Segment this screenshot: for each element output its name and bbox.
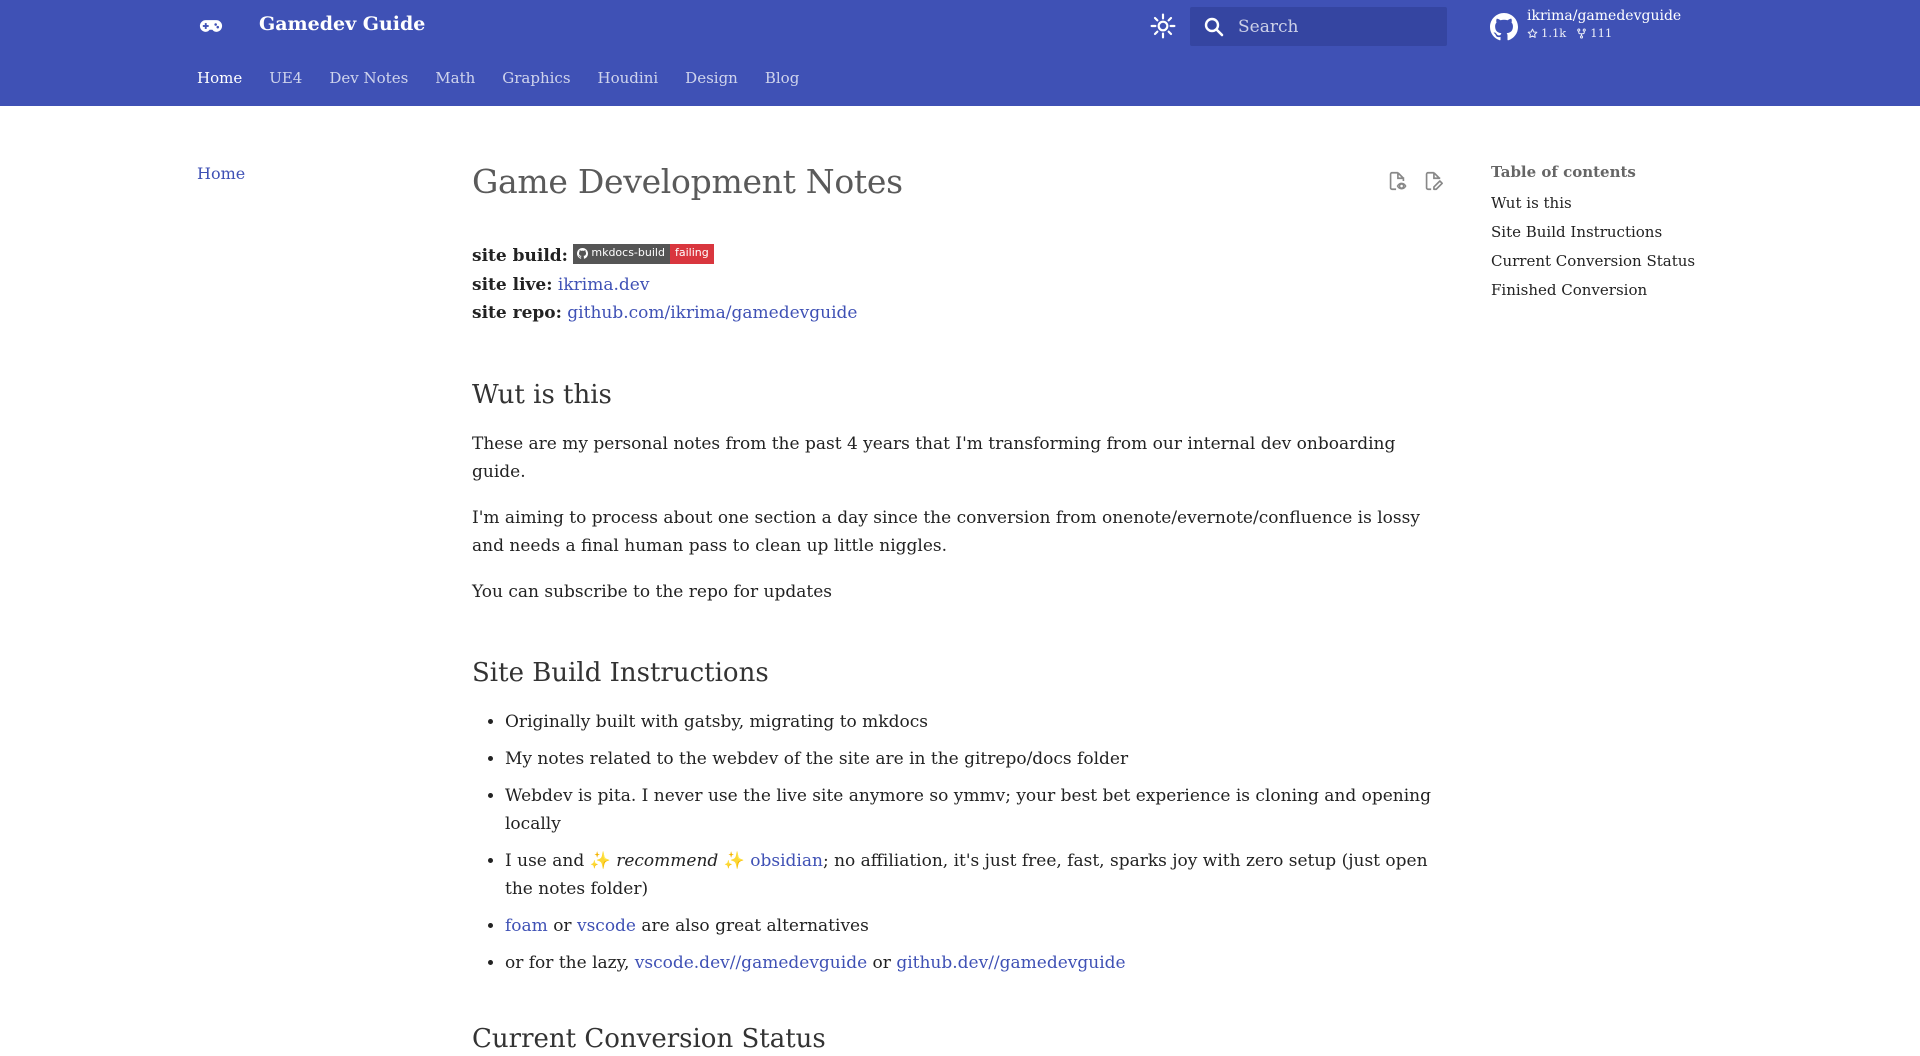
list-item: • Webdev is pita. I never use the live site anymore so ymmv; your best bet experience is cloning and opening locally [505, 782, 1447, 838]
github-icon [1490, 13, 1518, 41]
vscode-link[interactable]: vscode [576, 915, 636, 936]
tab-ue4[interactable]: UE4 [269, 69, 303, 87]
badge-left [573, 244, 670, 264]
site-live-label: site live: [472, 274, 553, 295]
badge-status-text: failing [670, 244, 714, 264]
site-live-line [472, 271, 1447, 300]
toc-item-site-build[interactable]: Site Build Instructions [1491, 223, 1663, 241]
site-repo-link[interactable]: github.com/ikrima/gamedevguide [567, 303, 858, 323]
search-input[interactable] [1238, 17, 1428, 37]
site-repo-line [472, 299, 1447, 328]
github-repo-link[interactable] [1490, 8, 1681, 41]
recommend-text: recommend [616, 850, 719, 871]
badge-left-text: mkdocs-build [591, 246, 665, 260]
wut-paragraph-3: You can subscribe to the repo for updates [472, 581, 832, 602]
list-item: • Originally built with gatsby, migrating to mkdocs [505, 708, 1447, 736]
primary-sidebar-nav [197, 164, 245, 183]
github-dev-link[interactable]: github.dev//gamedevguide [896, 952, 1126, 973]
star-icon [1527, 28, 1538, 39]
site-repo-label: site repo: [472, 303, 562, 323]
repo-forks-count: 111 [1590, 26, 1613, 40]
tab-blog[interactable]: Blog [764, 69, 800, 87]
toc-item-finished-conversion[interactable]: Finished Conversion [1491, 281, 1648, 299]
list-item: • My notes related to the webdev of the site are in the gitrepo/docs folder [505, 745, 1447, 773]
build-instructions-list [505, 708, 1447, 977]
list-item [505, 912, 1447, 940]
obsidian-mid-text: ✨ [718, 850, 751, 871]
heading-site-build: Site Build Instructions [472, 657, 769, 688]
site-meta [472, 242, 1447, 328]
obsidian-post-text: ; no affiliation, it's just free, fast, sparks joy with zero setup (just open the notes folder) [505, 850, 1428, 899]
repo-info [1527, 8, 1681, 40]
search-icon [1202, 15, 1226, 39]
table-of-contents [1491, 163, 1695, 310]
tab-math[interactable]: Math [435, 69, 476, 87]
site-title[interactable]: Gamedev Guide [259, 13, 426, 35]
site-build-line [472, 242, 1447, 271]
toc-title: Table of contents [1491, 163, 1636, 181]
tab-design[interactable]: Design [685, 69, 738, 87]
tab-dev-notes[interactable]: Dev Notes [329, 69, 409, 87]
page-title: Game Development Notes [472, 162, 903, 201]
repo-stars [1527, 26, 1566, 40]
repo-name: ikrima/gamedevguide [1527, 8, 1682, 24]
wut-paragraph-1: These are my personal notes from the past 4 years that I'm transforming from our internal dev onboarding guide. [472, 433, 1396, 482]
obsidian-pre-text: I use and ✨ [505, 850, 617, 871]
obsidian-link[interactable]: obsidian [750, 850, 823, 871]
repo-forks [1576, 26, 1612, 40]
heading-wut-is-this: Wut is this [472, 379, 612, 410]
github-badge-icon [577, 248, 588, 259]
toc-item-conversion-status[interactable]: Current Conversion Status [1491, 252, 1696, 270]
repo-stars-count: 1.1k [1541, 26, 1567, 40]
site-build-label: site build: [472, 246, 568, 266]
tab-graphics[interactable]: Graphics [502, 69, 571, 87]
brightness-icon [1150, 13, 1176, 39]
repo-facts [1527, 26, 1681, 40]
tab-houdini[interactable]: Houdini [597, 69, 659, 87]
main-content [472, 158, 1447, 1056]
toc-item-wut-is-this[interactable]: Wut is this [1491, 194, 1572, 212]
list-item [505, 847, 1447, 903]
tab-home[interactable]: Home [197, 69, 243, 87]
list-item [505, 949, 1447, 977]
vscode-dev-link[interactable]: vscode.dev//gamedevguide [634, 952, 868, 973]
top-header [0, 0, 1920, 106]
alternatives-text: are also great alternatives [636, 915, 869, 936]
site-live-link[interactable]: ikrima.dev [557, 274, 650, 295]
fork-icon [1576, 28, 1587, 39]
or-text: or [867, 952, 897, 973]
sidebar-item-home[interactable]: Home [197, 164, 246, 183]
build-status-badge[interactable] [573, 244, 713, 264]
wut-paragraph-2: I'm aiming to process about one section a day since the conversion from onenote/evernote/confluence is lossy and needs a final human pass to clean up little niggles. [472, 507, 1420, 556]
heading-conversion-status: Current Conversion Status [472, 1023, 826, 1054]
gamepad-logo-icon[interactable] [197, 12, 225, 40]
search-box[interactable] [1190, 7, 1447, 46]
lazy-text: or for the lazy, [505, 952, 635, 973]
top-tabs [197, 69, 826, 87]
foam-link[interactable]: foam [505, 915, 548, 936]
color-palette-toggle[interactable] [1148, 12, 1178, 40]
or-text: or [547, 915, 577, 936]
